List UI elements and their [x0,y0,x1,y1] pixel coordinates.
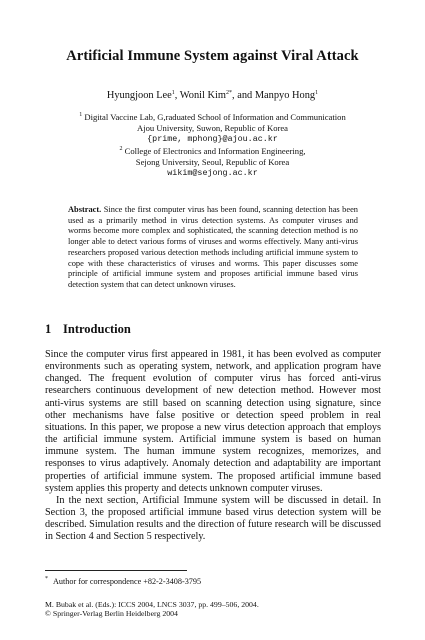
citation-line-1: M. Bubak et al. (Eds.): ICCS 2004, LNCS 3037, pp. 499–506, 2004. [45,600,259,609]
section-title: Introduction [63,322,131,336]
section-heading [45,322,131,337]
affiliation-mark: 1 [79,112,83,118]
author-affiliation-mark: 2* [226,90,233,96]
author-affiliation-mark: 1 [171,90,175,96]
affiliation-1-line-1 [0,112,425,123]
author-name: Wonil Kim [179,90,227,101]
affiliation-2-name: College of Electronics and Information Engineering, [124,145,306,156]
copyright-line: © Springer-Verlag Berlin Heidelberg 2004 [45,609,178,619]
abstract-label: Abstract. [68,205,102,214]
footnote [45,576,201,586]
affiliation-2-email: wikim@sejong.ac.kr [167,168,258,179]
affiliations [0,112,425,179]
affiliation-2-line-2: Sejong University, Seoul, Republic of Korea [135,156,290,167]
affiliation-1-name: Digital Vaccine Lab, G,raduated School of Information and Communication [84,112,346,122]
abstract [68,205,358,291]
paper-title: Artificial Immune System against Viral Attack [66,48,359,64]
author-separator: , [174,90,180,101]
author-affiliation-mark: 1 [315,90,319,96]
author-separator: , and [232,90,255,101]
footnote-text: Author for correspondence +82-2-3408-3795 [53,577,202,586]
author-name: Manpyo Hong [254,90,316,101]
affiliation-1-email: {prime, mphong}@ajou.ac.kr [147,134,278,145]
footnote-mark: * [45,576,48,582]
author-name: Hyungjoon Lee [106,90,172,101]
publication-citation [45,600,259,619]
affiliation-1-line-2: Ajou University, Suwon, Republic of Korea [136,123,288,134]
section-number: 1 [45,322,52,336]
body-paragraph: Since the computer virus first appeared in 1981, it has been evolved as computer environments such as operating system, network, and application program have changed. The frequent evolution of computer virus has forced anti-virus researchers continuous development of new detection method. However most anti-virus systems are still based on scanning detection using signature, since other mechanisms have false positive or detection speed problem in real situations. In this paper, we propose a new virus detection approach that employs the artificial immune system. Artificial immune system is based on human immune system. The human immune system recognizes, memorizes, and responses to virus adaptively. Anomaly detection and adaptability are important properties of artificial immune system. The proposed artificial immune based system applies this property and detects unknown computer viruses. [45,349,381,494]
footnote-divider [45,570,187,571]
section-body [45,349,381,544]
affiliation-mark: 2 [119,145,123,152]
body-paragraph: In the next section, Artificial Immune system will be discussed in detail. In Section 3, the proposed artificial immune based virus detection system will be described. Simulation results and the direction of future research will be discussed in Section 4 and Section 5 respectively. [45,494,381,543]
author-list [0,90,425,101]
affiliation-2-line-1 [0,146,425,157]
abstract-text: Since the first computer virus has been found, scanning detection has been used as a primarily method in virus detection systems. As computer viruses and worms become more complex and sophisticated, the scanning detection method is no longer able to detect various forms of viruses and worms effectively. Many anti-virus researchers proposed various detection methods including artificial immune system to cope with these characteristics of viruses and worms. This paper discusses some principle of artificial immune system and proposes artificial immune based virus detection system that can detect unknown viruses. [68,205,358,289]
